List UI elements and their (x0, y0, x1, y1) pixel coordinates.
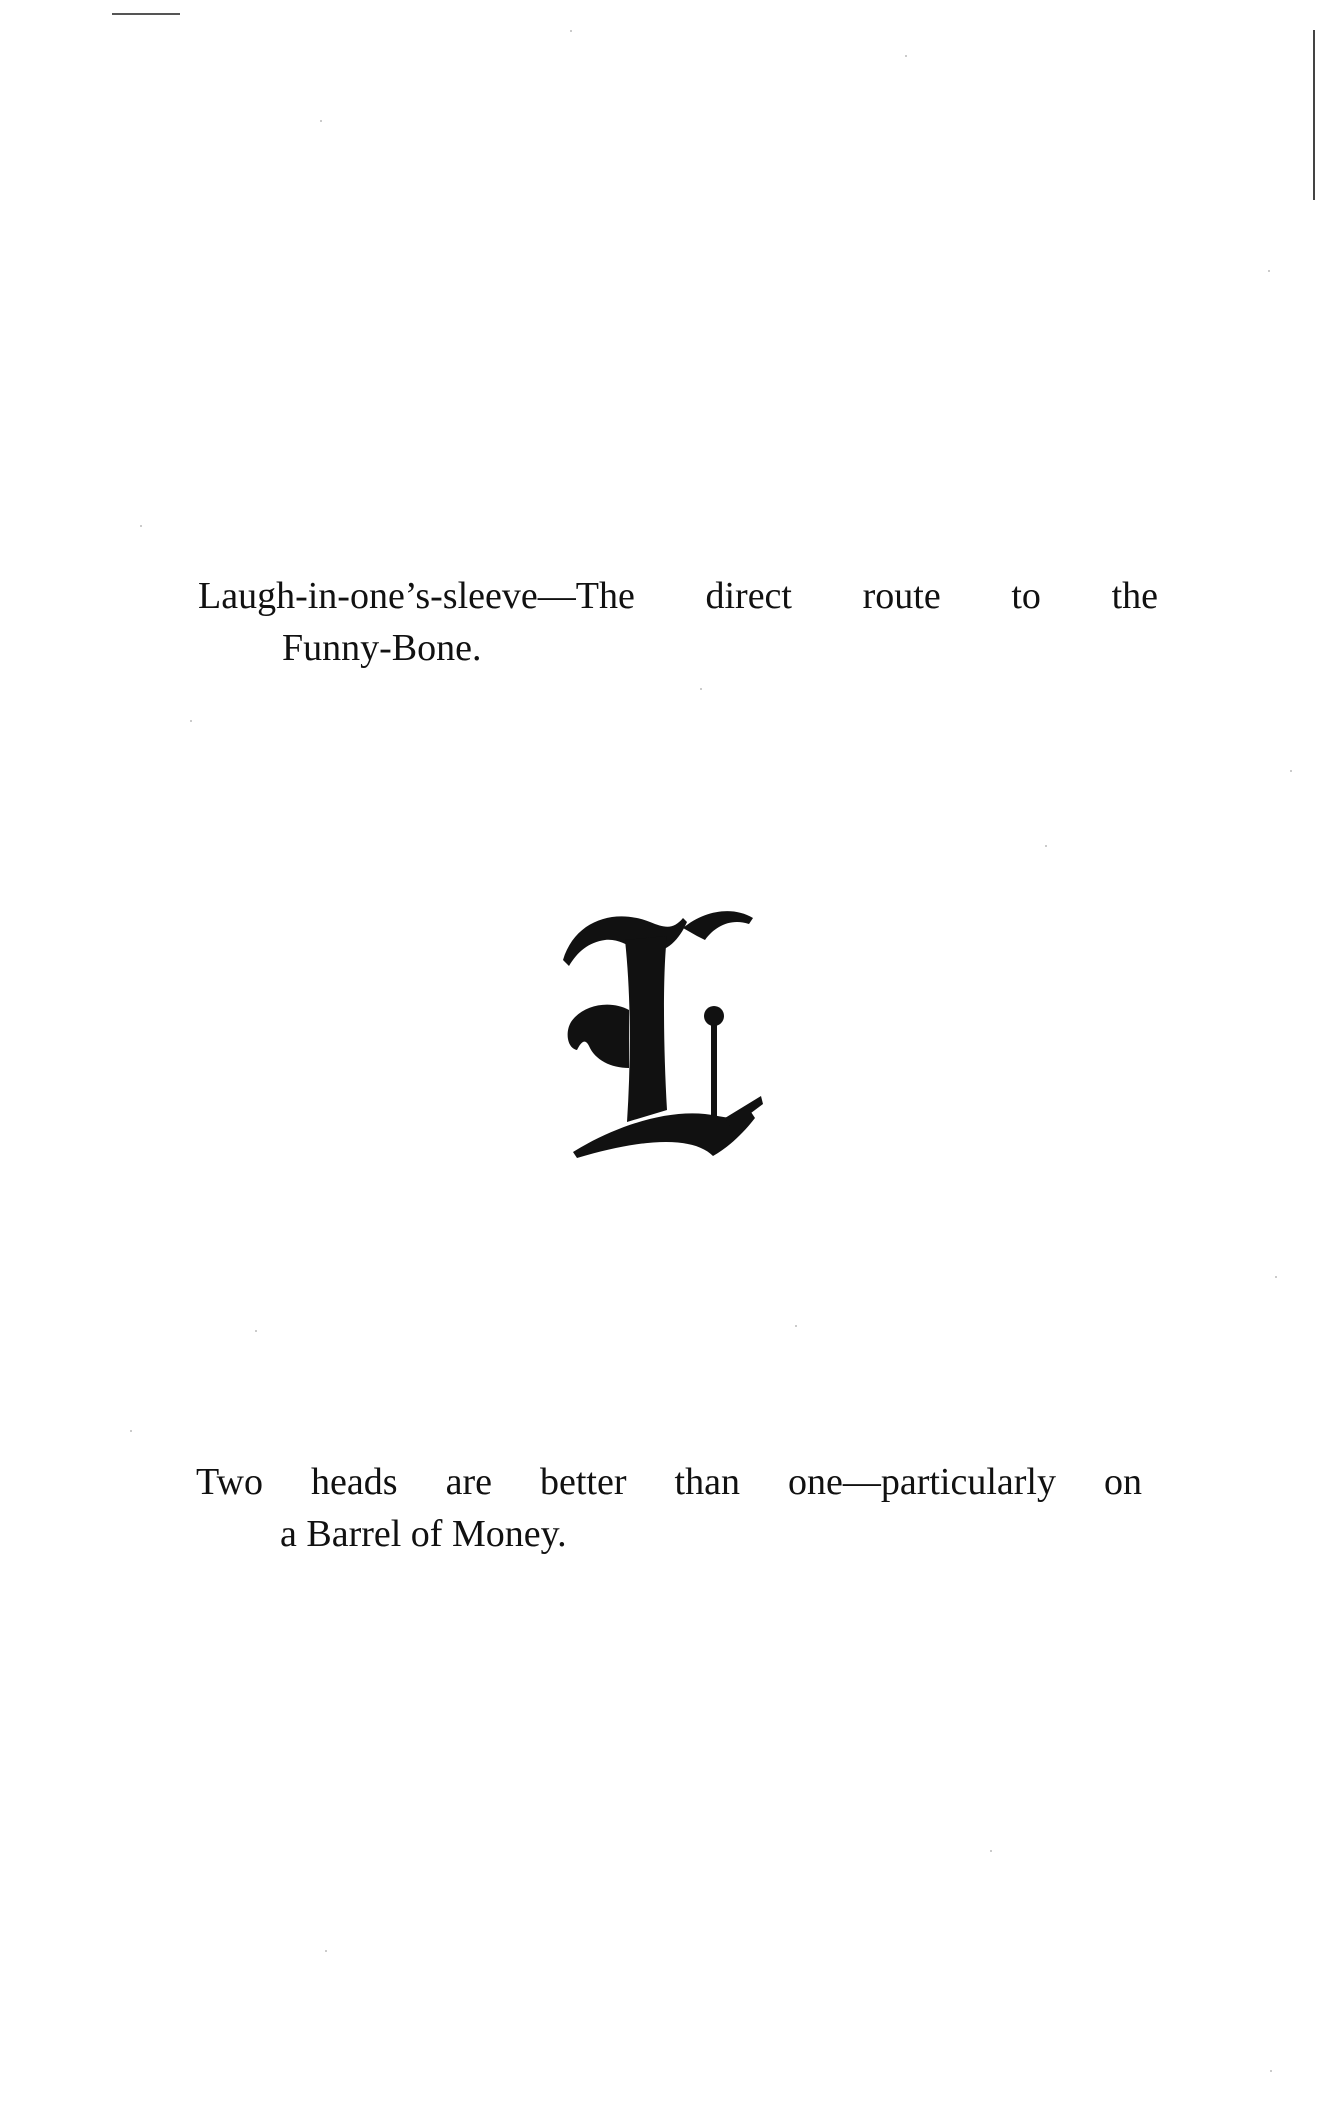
paper-speck (140, 525, 142, 527)
paper-speck (255, 1330, 257, 1332)
paper-speck (190, 720, 192, 722)
paper-speck (990, 1850, 992, 1852)
paper-speck (320, 120, 322, 122)
paper-speck (1268, 270, 1270, 272)
entry-continuation-line: Funny-Bone. (282, 627, 482, 669)
entry-continuation-line: a Barrel of Money. (280, 1513, 567, 1555)
entry-laugh-in-ones-sleeve (198, 570, 1158, 674)
paper-speck (1270, 2070, 1272, 2072)
entry-two-heads (196, 1456, 1142, 1560)
paper-speck (795, 1325, 797, 1327)
paper-speck (130, 1430, 132, 1432)
paper-speck (905, 55, 907, 57)
top-rule (112, 13, 180, 15)
entry-first-line: Laugh-in-one’s-sleeve—The direct route to the (198, 575, 1158, 617)
paper-speck (1045, 845, 1047, 847)
paper-speck (700, 688, 702, 690)
blackletter-L-icon (555, 900, 765, 1160)
paper-speck (570, 30, 572, 32)
entry-first-line: Two heads are better than one—particularly on (196, 1461, 1142, 1503)
paper-speck (1275, 1276, 1277, 1278)
page-edge-mark (1313, 30, 1315, 200)
paper-speck (1290, 770, 1292, 772)
paper-speck (325, 1950, 327, 1952)
